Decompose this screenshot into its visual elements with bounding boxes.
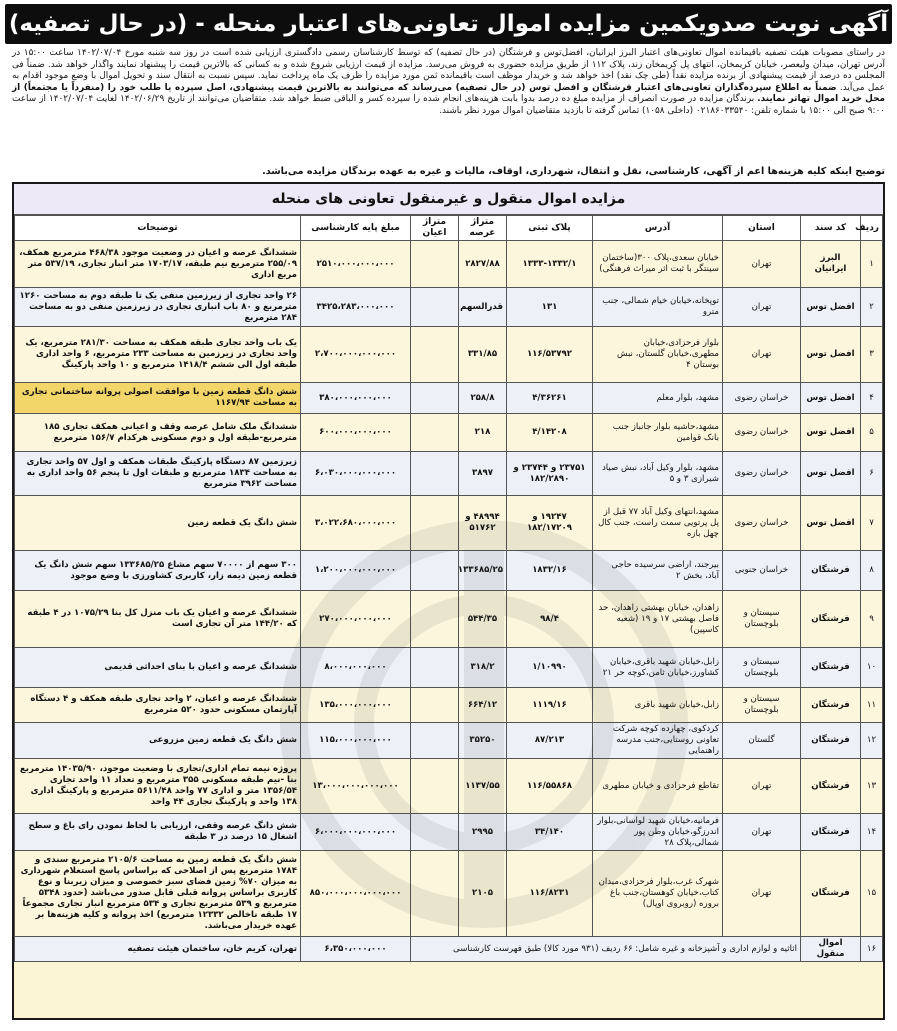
area-cell: قدرالسهم [459,288,507,327]
base-price-cell: ۱۳،۰۰۰،۰۰۰،۰۰۰،۰۰۰ [301,759,411,814]
movables-description-cell: اثاثیه و لوازم اداری و آشپزخانه و غیره شامل: ۶۶ ردیف (۹۳۱ مورد کالا) طبق فهرست کارشناسی [411,937,801,962]
header-area-building: متراژ اعیان [411,216,459,241]
area-cell: ۲۵۸/۸ [459,383,507,414]
row-number-cell: ۱ [861,241,883,288]
row-number-cell: ۱۴ [861,814,883,851]
description-cell: یک باب واحد تجاری طبقه همکف به مساحت ۲۸۱/۳۰ مترمربع، یک واحد تجاری در زیرزمین به مساحت ۲۳۳ مترمربع، ۶ واحد اداری طبقه اول الی ششم ۱۴۱۸/۴ مترمربع و ۱۰ واحد پارکینگ [15,327,301,383]
description-cell: ششدانگ عرصه و اعیان، ۲ واحد تجاری طبقه همکف و ۴ دستگاه آپارتمان مسکونی حدود ۵۲۰ مترمربع [15,688,301,723]
description-cell: ششدانگ ملک شامل عرصه وقف و اعیانی همکف تجاری ۱۸۵ مترمربع-طبقه اول و دوم مسکونی هرکدام ۱۵۶/۷ مترمربع [15,414,301,452]
row-number-cell: ۱۳ [861,759,883,814]
area-cell: ۳۳۱/۸۵ [459,327,507,383]
table-row [15,851,883,937]
description-cell: شش دانگ عرصه وقفی، ارزیابی با لحاظ نمودن رای باغ و سطح اشغال ۱۵ درصد در ۳ طبقه [15,814,301,851]
plaque-cell: ۴/۱۴۲۰۸ [507,414,593,452]
description-cell: شش دانگ قطعه زمین با موافقت اصولی پروانه ساختمانی تجاری به مساحت ۱۱۶۷/۹۴ [15,383,301,414]
province-cell: تهران [723,241,801,288]
table-row [15,688,883,723]
address-cell: مشهد، بلوار وکیل آباد، نبش صیاد شیرازی ۳ و ۵ [593,452,723,496]
province-cell: تهران [723,851,801,937]
table-row [15,327,883,383]
area-cell: ۱۳۳۶۸۵/۲۵ [459,551,507,591]
plaque-cell: ۱۱۶/۸۲۳۱ [507,851,593,937]
address-cell: مشهد،حاشیه بلوار جانباز جنب بانک قوامین [593,414,723,452]
plaque-cell: ۸۷/۲۱۳ [507,723,593,759]
province-cell: تهران [723,759,801,814]
table-row [15,496,883,551]
address-cell: خیابان سعدی،پلاک ۳۰۰(ساختمان سینتگر با ثبت اثر میراث فرهنگی) [593,241,723,288]
base-price-cell: ۳۸۰،۰۰۰،۰۰۰،۰۰۰ [301,383,411,414]
plaque-cell: ۱۳۱ [507,288,593,327]
table-row [15,551,883,591]
row-number-cell: ۷ [861,496,883,551]
plaque-cell: ۴/۳۶۲۶۱ [507,383,593,414]
province-cell: تهران [723,327,801,383]
area-cell: ۲۱۸ [459,414,507,452]
base-price-cell: ۱۱۵،۰۰۰،۰۰۰،۰۰۰ [301,723,411,759]
base-price-cell: ۸۵۰،۰۰۰،۰۰۰،۰۰۰،۰۰۰ [301,851,411,937]
description-cell: ششدانگ عرصه و اعیان یک باب منزل کل بنا ۱۰۷۵/۲۹ در ۴ طبقه که ۱۴۴/۲۰ متر آن تجاری است [15,591,301,648]
table-row [15,723,883,759]
area-cell: ۳۵۲۵۰ [459,723,507,759]
description-cell: ششدانگ عرصه و اعیان با بنای احداثی قدیمی [15,648,301,688]
header-base-price: مبلغ پایه کارشناسی [301,216,411,241]
header-document-code: کد سند [801,216,861,241]
area-cell: ۲۱۰۵ [459,851,507,937]
area-building-cell [411,327,459,383]
table-title: مزایده اموال منقول و غیرمنقول تعاونی های منحله [14,184,883,215]
row-number-cell: ۱۶ [861,937,883,962]
area-building-cell [411,241,459,288]
base-price-cell: ۸،۰۰۰،۰۰۰،۰۰۰ [301,648,411,688]
row-number-cell: ۶ [861,452,883,496]
row-number-cell: ۳ [861,327,883,383]
province-cell: خراسان رضوی [723,452,801,496]
table-row [15,452,883,496]
area-cell: ۲۸۲۷/۸۸ [459,241,507,288]
plaque-cell: ۱/۱۰۹۹۰ [507,648,593,688]
plaque-cell: ۱۱۱۹/۱۶ [507,688,593,723]
document-code-cell: افضل توس [801,414,861,452]
address-cell: زابل،خیابان شهید باقری [593,688,723,723]
base-price-cell: ۶،۳۵۰،۰۰۰،۰۰۰ [301,937,411,962]
table-header-row [15,216,883,241]
auction-table-container [12,182,885,1020]
area-building-cell [411,648,459,688]
address-cell: زابل،خیابان شهید باقری،خیابان کشاورز،خیابان ثامن،کوچه حر ۲۱ [593,648,723,688]
description-cell: ۳۰۰ سهم از ۷۰۰۰۰ سهم مشاع ۱۳۳۶۸۵/۲۵ سهم شش دانگ یک قطعه زمین دیمه زار، کاربری کشاورزی با وضع موجود [15,551,301,591]
document-code-cell: افضل توس [801,327,861,383]
document-code-cell: فرشتگان [801,648,861,688]
base-price-cell: ۶،۰۰۰،۰۰۰،۰۰۰،۰۰۰ [301,814,411,851]
plaque-cell: ۳۴/۱۴۰ [507,814,593,851]
plaque-cell: ۱۹۲۴۷ و ۱۸۲/۱۷۲۰۹ [507,496,593,551]
row-number-cell: ۹ [861,591,883,648]
area-cell: ۶۶۴/۱۲ [459,688,507,723]
address-cell: بلوار فرحزادی،خیابان مطهری،خیابان گلستان، نبش بوستان ۴ [593,327,723,383]
row-number-cell: ۱۰ [861,648,883,688]
document-code-cell: فرشتگان [801,551,861,591]
table-row [15,414,883,452]
area-building-cell [411,814,459,851]
document-code-cell: فرشتگان [801,759,861,814]
area-building-cell [411,288,459,327]
document-code-cell: افضل توس [801,496,861,551]
table-row [15,383,883,414]
row-number-cell: ۲ [861,288,883,327]
area-building-cell [411,496,459,551]
row-number-cell: ۱۲ [861,723,883,759]
base-price-cell: ۳۴۲۵،۲۸۳،۰۰۰،۰۰۰ [301,288,411,327]
description-cell: ۲۶ واحد تجاری از زیرزمین منفی یک تا طبقه دوم به مساحت ۱۲۶۰ مترمربع و ۸۰ باب انباری تجاری در زیرزمین منفی دو به مساحت ۲۸۴ مترمربع [15,288,301,327]
description-cell: شش دانگ یک قطعه زمین به مساحت ۲۱۰۵/۶ مترمربع سندی و ۱۷۸۴ مترمربع پس از اصلاحی که براساس پاسخ استعلام شهرداری به میزان ۷۰% زمین فضای سبز خصوصی و میزان زیربنا و نوع کاربری براساس پروانه قبلی قابل صدور می‌باشد (حدود ۵۳۴۸ مترمربع و ۵۳۹ مترمربع تجاری و ۵۳۴ مترمربع انبار تجاری مجموعاً ۱۷ طبقه ناخالص ۱۲۳۳۲ مترمربع) اخذ پروانه و کلیه هزینه‌ها بر عهده خریدار می‌باشد. [15,851,301,937]
intro-text: در راستای مصوبات هیئت تصفیه باقیمانده اموال تعاونی‌های اعتبار البرز ایرانیان، افضل‌توس و فرشتگان (در حال تصفیه) که توسط کارشناسان رسمی دادگستری ارزیابی شده است در روز سه شنبه مورخ ۱۴۰۲/۰۷/۰۴ ساعت ۱۵:۰۰ در آدرس تهران، میدان ولیعصر، خیابان کریمخان، انتهای پل کریمخان زند، پلاک ۱۱۲ از طریق مزایده حضوری به فروش می‌رسد. مزایده از قیمت ارزیابی شروع شده و به کسانی که بالاترین قیمت را پیشنهاد نمایند واگذار خواهد شد. ضمناً فی المجلس ده درصد از قیمت پیشنهادی از برنده مزایده نقداً (طی چک نقد) اخذ خواهد شد و خریدار موظف است باقیمانده ثمن مورد مزایده را ظرف یک ماه پرداخت نماید. سپس نسبت به انتقال سند و تحویل اموال با وضع موجود اقدام به عمل می‌آید. [12,48,885,93]
document-code-cell: افضل توس [801,383,861,414]
base-price-cell: ۱،۲۰۰،۰۰۰،۰۰۰،۰۰۰ [301,551,411,591]
area-building-cell [411,688,459,723]
area-building-cell [411,759,459,814]
plaque-cell: ۱۱۶/۵۵۸۶۸ [507,759,593,814]
address-cell: مشهد، بلوار معلم [593,383,723,414]
province-cell: گلستان [723,723,801,759]
plaque-cell: ۱۸۳۲/۱۶ [507,551,593,591]
address-cell: مشهد،انتهای وکیل آباد ۷۷ قبل از پل پرتویی سمت راست، جنب کال چهل بازه [593,496,723,551]
address-cell: زاهدان، خیابان بهشتی زاهدان، حد فاصل بهشتی ۱۷ و ۱۹ (شعبه کاسپین) [593,591,723,648]
address-cell: فرمانیه،خیابان شهید لواسانی،بلوار اندرزگو،خیابان وطن پور شمالی،پلاک ۲۸ [593,814,723,851]
area-building-cell [411,851,459,937]
document-code-cell: فرشتگان [801,851,861,937]
document-code-cell: فرشتگان [801,688,861,723]
area-cell: ۳۱۸/۲ [459,648,507,688]
base-price-cell: ۶۰۰،۰۰۰،۰۰۰،۰۰۰ [301,414,411,452]
table-row [15,288,883,327]
document-code-cell: اموال منقول [801,937,861,962]
base-price-cell: ۲۵۱۰،۰۰۰،۰۰۰،۰۰۰ [301,241,411,288]
area-cell: ۱۱۳۷/۵۵ [459,759,507,814]
area-cell: ۴۸۹۹۴ و ۵۱۷۶۲ [459,496,507,551]
header-area: متراژ عرصه [459,216,507,241]
area-building-cell [411,591,459,648]
area-cell: ۳۸۹۷ [459,452,507,496]
row-number-cell: ۸ [861,551,883,591]
header-row-number: ردیف [861,216,883,241]
location-cell: تهران، کریم خان، ساختمان هیئت تصفیه [15,937,301,962]
table-row [15,759,883,814]
area-building-cell [411,551,459,591]
province-cell: خراسان جنوبی [723,551,801,591]
area-building-cell [411,414,459,452]
row-number-cell: ۱۵ [861,851,883,937]
base-price-cell: ۳،۰۲۲،۶۸۰،۰۰۰،۰۰۰ [301,496,411,551]
province-cell: تهران [723,288,801,327]
document-code-cell: البرز ایرانیان [801,241,861,288]
address-cell: تقاطع فرحزادی و خیابان مطهری [593,759,723,814]
address-cell: بیرجند، اراضی سرسیده حاجی آباد، بخش ۲ [593,551,723,591]
base-price-cell: ۲۷۰،۰۰۰،۰۰۰،۰۰۰ [301,591,411,648]
province-cell: تهران [723,814,801,851]
intro-paragraph [12,48,885,118]
header-plaque: پلاک ثبتی [507,216,593,241]
area-cell: ۵۴۴/۳۵ [459,591,507,648]
description-cell: شش دانگ یک قطعه زمین مزروعی [15,723,301,759]
area-building-cell [411,383,459,414]
base-price-cell: ۲،۷۰۰،۰۰۰،۰۰۰،۰۰۰ [301,327,411,383]
document-code-cell: فرشتگان [801,814,861,851]
table-row [15,241,883,288]
province-cell: سیستان و بلوچستان [723,591,801,648]
document-code-cell: افضل توس [801,288,861,327]
province-cell: خراسان رضوی [723,496,801,551]
header-province: استان [723,216,801,241]
plaque-cell: ۲۳۷۵۱ و ۲۳۷۴۴ و ۱۸۲/۲۸۹۰ [507,452,593,496]
intro-closing: برندگان مزایده در صورت انصراف از مزایده مبلغ ده درصد بدوا بابت هزینه‌های انجام شده را سپرده کسر و الباقی ضبط خواهد شد. متقاضیان می‌توانند از تاریخ ۱۴۰۲/۰۶/۲۹ لغایت ۱۴۰۲/۰۷/۰۴ از ساعت ۹:۰۰ صبح الی ۱۵:۰۰ با شماره تلفن: ۰۲۱۸۶۰۳۳۵۴۰ (داخلی ۱۰۵۸) تماس گرفته تا بازدید متقاضیان اموال مورد نظر باشند. [12,94,885,116]
description-cell: زیرزمین ۸۷ دستگاه پارکینگ طبقات همکف و اول ۵۷ واحد تجاری به مساحت ۱۸۳۴ مترمربع و طبقات اول تا پنجم ۵۶ واحد اداری به مساحت ۳۹۶۲ مترمربع [15,452,301,496]
table-row [15,814,883,851]
area-building-cell [411,452,459,496]
auction-table [14,215,883,962]
row-number-cell: ۵ [861,414,883,452]
document-code-cell: افضل توس [801,452,861,496]
province-cell: خراسان رضوی [723,383,801,414]
description-cell: ششدانگ عرصه و اعیان در وضعیت موجود ۴۶۸/۳۸ مترمربع همکف، ۲۵۵/۰۹ مترمربع نیم طبقه، ۱۷۰۳/۱۷ متر انبار تجاری، ۵۳۷/۱۹ متر مربع اداری [15,241,301,288]
table-row [15,648,883,688]
province-cell: خراسان رضوی [723,414,801,452]
intro-highlight: ضمناً به اطلاع سپرده‌گذاران تعاونی‌های اعتبار فرشتگان و افضل توس (در حال تصفیه) می‌رساند که می‌توانند به بالاترین قیمت پیشنهادی، اصل سپرده یا طلب خود را (منفرداً یا مجتمعاً) از محل خرید اموال تهاتر نمایند. [12,82,885,105]
area-cell: ۲۹۹۵ [459,814,507,851]
plaque-cell: ۱۱۶/۵۳۷۹۲ [507,327,593,383]
page-title: آگهی نوبت صدویکمین مزایده اموال تعاونی‌های اعتبار منحله - (در حال تصفیه) [5,4,892,44]
address-cell: کردکوی، چهارده کوچه شرکت تعاونی روستایی،جنب مدرسه راهنمایی [593,723,723,759]
description-cell: پروژه نیمه تمام اداری/تجاری با وضعیت موجود، ۱۴۰۳۵/۹۰ مترمربع بنا -نیم طبقه مسکونی ۳۵۵ مترمربع و تعداد ۱۱ واحد تجاری ۱۳۵۶/۵۴ متر و اداری ۷۷ واحد ۵۶۱۱/۴۸ مترمربع و پارکینگ اداری ۱۳۸ واحد و پارکینگ تجاری ۴۴ واحد [15,759,301,814]
address-cell: توپخانه،خیابان خیام شمالی، جنب مترو [593,288,723,327]
document-code-cell: فرشتگان [801,591,861,648]
header-description: توضیحات [15,216,301,241]
description-cell: شش دانگ یک قطعه زمین [15,496,301,551]
fees-notice: توضیح اینکه کلیه هزینه‌ها اعم از آگهی، کارشناسی، نقل و انتقال، شهرداری، اوقاف، مالیات و غیره به عهده برندگان مزایده می‌باشد. [262,166,885,177]
row-number-cell: ۱۱ [861,688,883,723]
document-code-cell: فرشتگان [801,723,861,759]
area-building-cell [411,723,459,759]
base-price-cell: ۶،۰۳۰،۰۰۰،۰۰۰،۰۰۰ [301,452,411,496]
header-address: آدرس [593,216,723,241]
table-row [15,591,883,648]
province-cell: سیستان و بلوچستان [723,648,801,688]
address-cell: شهرک غرب،بلوار فرحزادی،میدان کتاب،خیابان کوهستان،جنب باغ بروره (روبروی اوپال) [593,851,723,937]
plaque-cell: ۹۸/۴ [507,591,593,648]
row-number-cell: ۴ [861,383,883,414]
base-price-cell: ۱۳۵،۰۰۰،۰۰۰،۰۰۰ [301,688,411,723]
province-cell: سیستان و بلوچستان [723,688,801,723]
plaque-cell: ۱۳۳۳-۱۳۳۲/۱ [507,241,593,288]
table-row-movables [15,937,883,962]
